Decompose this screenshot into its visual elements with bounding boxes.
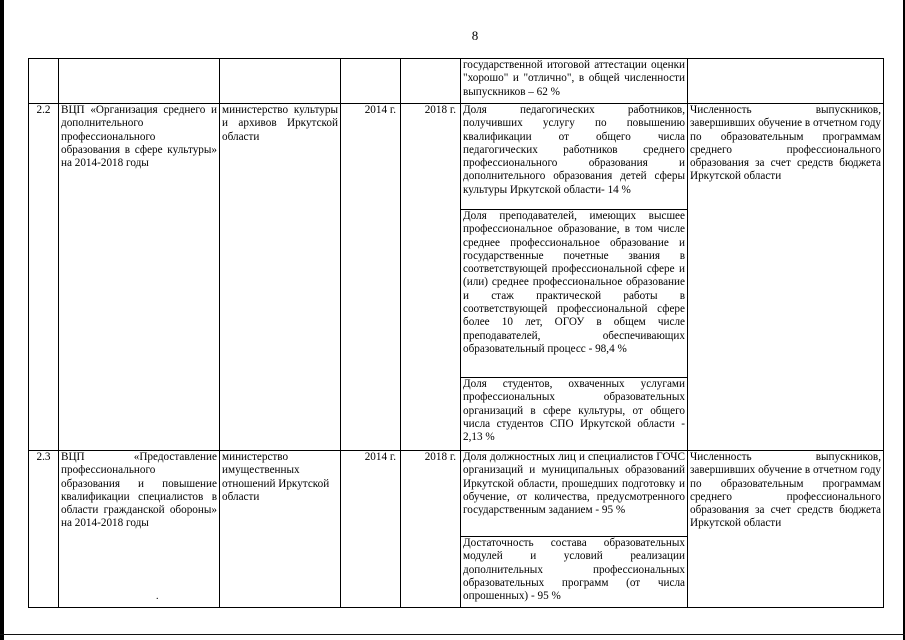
- year-end: 2018 г.: [401, 104, 461, 451]
- year-start-cell: [341, 59, 401, 104]
- row-number: 2.2: [29, 104, 59, 451]
- indicator-cell: Достаточность состава образовательных модулей и условий реализации дополнительных профессиональных образовательных программ (от числа опрошенных) - 95 %: [461, 537, 688, 608]
- indicator-cell: Доля преподавателей, имеющих высшее профессиональное образование, в том числе среднее профессиональное образование и государственные почетные звания в соответствующей профессиональной сфере и (или) среднее профессиональное образование и стаж практической работы в соответствующей профессиональной сфере более 10 лет, ОГОУ в общем числе преподавателей, обеспечивающих образовательный процесс - 98,4 %: [461, 210, 688, 378]
- program-name: ВЦП «Организация среднего и дополнительного профессионального образования в сфере культуры» на 2014-2018 годы: [59, 104, 220, 451]
- row-number: 2.3: [29, 451, 59, 608]
- table-row: [29, 104, 884, 210]
- table-row: [29, 451, 884, 537]
- executor-cell: [220, 59, 341, 104]
- year-start: 2014 г.: [341, 104, 401, 451]
- year-end-cell: [401, 59, 461, 104]
- scan-left-edge: [0, 0, 4, 640]
- executor-name: министерство имущественных отношений Иркутской области: [220, 451, 341, 608]
- table-row-continued: [29, 59, 884, 104]
- program-table: [28, 58, 884, 608]
- indicator-cell: Доля должностных лиц и специалистов ГОЧС организаций и муниципальных образований Иркутской области, прошедших подготовку и обучение, от количества, предусмотренного государственным заданием - 95 %: [461, 451, 688, 537]
- indicator-cell: государственной итоговой аттестации оценки "хорошо" и "отлично", в общей численности выпускников – 62 %: [461, 59, 688, 104]
- outcome-cell: [688, 59, 884, 104]
- indicator-cell: Доля педагогических работников, получивших услугу по повышению квалификации от общего числа педагогических работников среднего профессионального образования и дополнительного образования детей сферы культуры Иркутской области- 14 %: [461, 104, 688, 210]
- executor-name: министерство культуры и архивов Иркутской области: [220, 104, 341, 451]
- program-name: ВЦП «Предоставление профессионального образования и повышение квалификации специалистов в области гражданской обороны» на 2014-2018 годы: [59, 451, 220, 608]
- year-start: 2014 г.: [341, 451, 401, 608]
- program-cell: [59, 59, 220, 104]
- num-cell: [29, 59, 59, 104]
- year-end: 2018 г.: [401, 451, 461, 608]
- outcome-cell: Численность выпускников, завершивших обучение в отчетном году по образовательным программам среднего профессионального образования за счет средств бюджета Иркутской области: [688, 104, 884, 451]
- indicator-cell: Доля студентов, охваченных услугами профессиональных образовательных организаций в сфере культуры, от общего числа студентов СПО Иркутской области - 2,13 %: [461, 378, 688, 451]
- outcome-cell: Численность выпускников, завершивших обучение в отчетном году по образовательным программам среднего профессионального образования за счет средств бюджета Иркутской области: [688, 451, 884, 608]
- footer-mark: .: [156, 591, 159, 602]
- page-bottom-border: [0, 634, 905, 635]
- page-number: 8: [471, 28, 479, 43]
